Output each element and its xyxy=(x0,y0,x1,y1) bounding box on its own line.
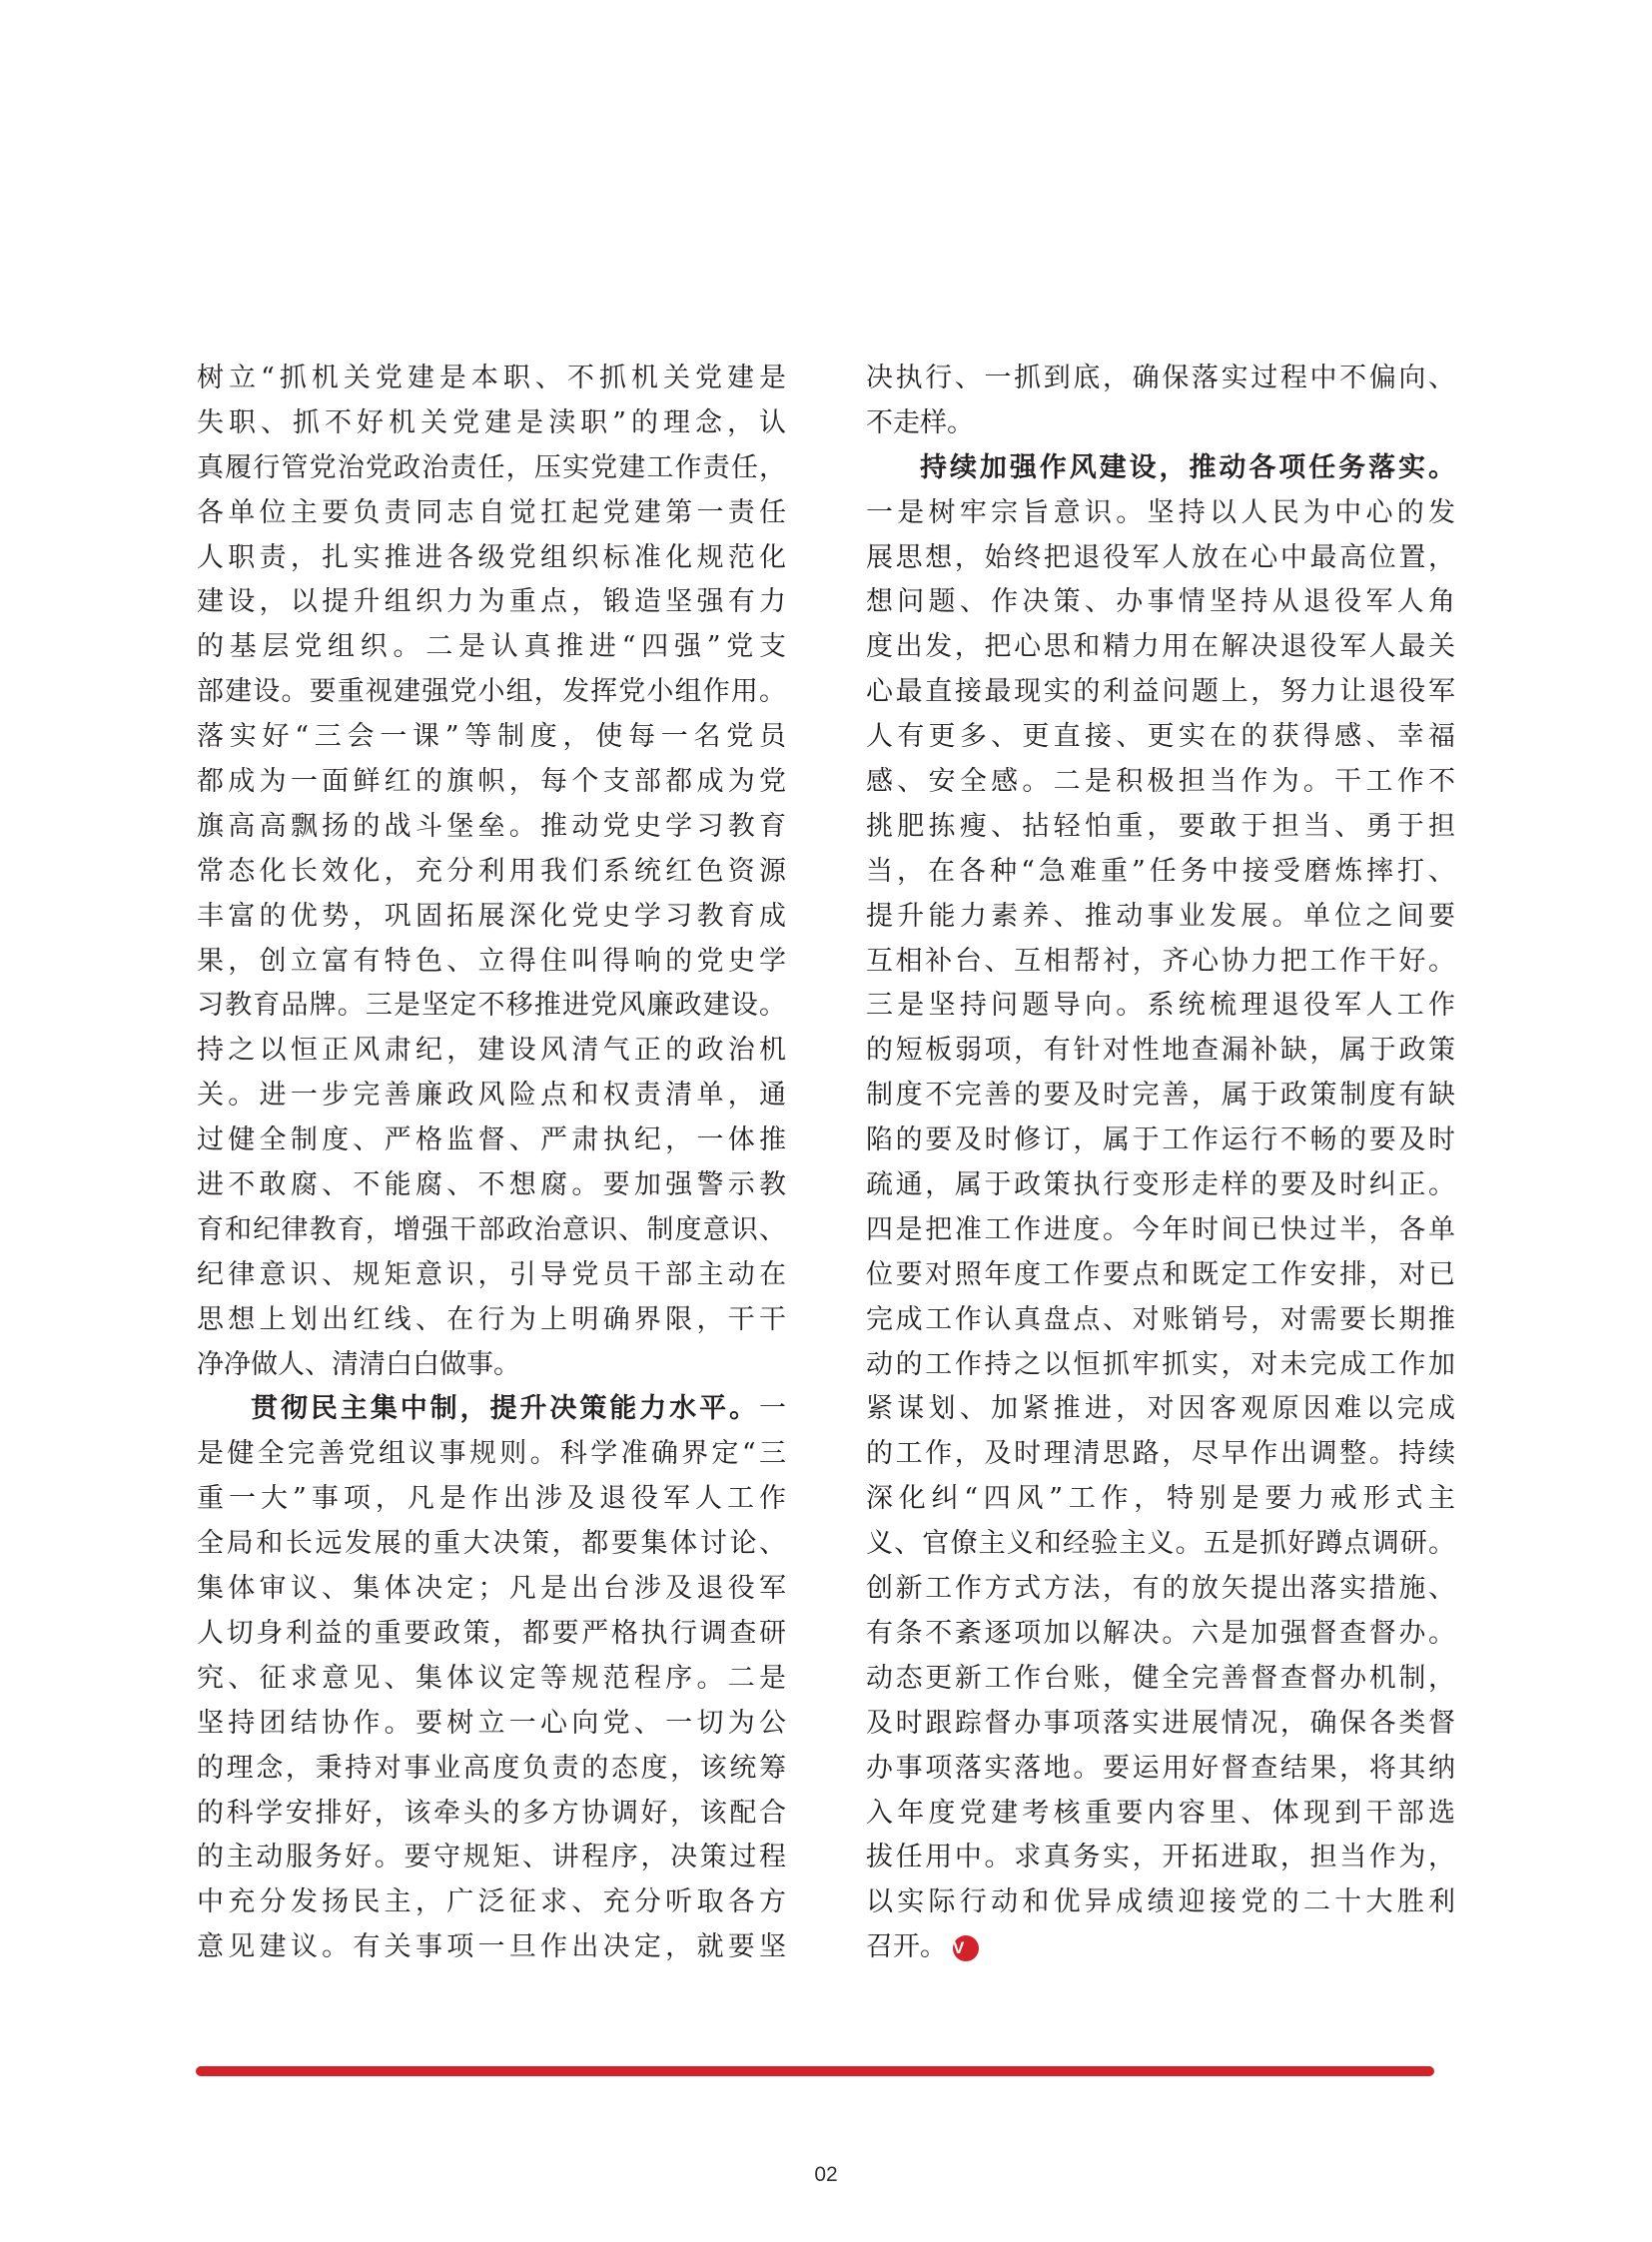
right-column xyxy=(866,357,1455,1970)
paragraph-line: 想问题、作决策、办事情坚持从退役军人角 xyxy=(866,586,1455,618)
section-heading-line xyxy=(197,1387,786,1432)
paragraph-line: 全局和长远发展的重大决策，都要集体讨论、 xyxy=(197,1528,786,1560)
paragraph-line: 人有更多、更直接、更实在的获得感、幸福 xyxy=(866,721,1455,753)
paragraph-line: 关。进一步完善廉政风险点和权责清单，通 xyxy=(197,1080,786,1112)
paragraph-line: 度出发，把心思和精力用在解决退役军人最关 xyxy=(866,631,1455,663)
paragraph-line: 习教育品牌。三是坚定不移推进党风廉政建设。 xyxy=(197,990,786,1022)
paragraph-line: 各单位主要负责同志自觉扛起党建第一责任 xyxy=(197,496,786,528)
paragraph-line: 四是把准工作进度。今年时间已快过半，各单 xyxy=(866,1213,1455,1245)
paragraph-line: 思想上划出红线、在行为上明确界限，干干 xyxy=(197,1303,786,1335)
paragraph-line: 陷的要及时修订，属于工作运行不畅的要及时 xyxy=(866,1124,1455,1156)
paragraph-line: 不走样。 xyxy=(866,406,974,438)
paragraph-line: 进不敢腐、不能腐、不想腐。要加强警示教 xyxy=(197,1169,786,1201)
paragraph-line: 一是树牢宗旨意识。坚持以人民为中心的发 xyxy=(866,496,1455,528)
paragraph-line: 持之以恒正风肃纪，建设风清气正的政治机 xyxy=(197,1035,786,1067)
paragraph-line: 的理念，秉持对事业高度负责的态度，该统筹 xyxy=(197,1752,786,1784)
paragraph-line: 动的工作持之以恒抓牢抓实，对未完成工作加 xyxy=(866,1348,1455,1380)
section-heading: 持续加强作风建设，推动各项任务落实。 xyxy=(920,451,1455,483)
paragraph-line: 旗高高飘扬的战斗堡垒。推动党史学习教育 xyxy=(197,810,786,842)
paragraph-line: 人职责，扎实推进各级党组织标准化规范化 xyxy=(197,541,786,573)
paragraph-line: 互相补台、互相帮衬，齐心协力把工作干好。 xyxy=(866,945,1455,977)
paragraph-line: 疏通，属于政策执行变形走样的要及时纠正。 xyxy=(866,1169,1455,1201)
paragraph-line: 深化纠“四风”工作，特别是要力戒形式主 xyxy=(866,1483,1455,1515)
paragraph-line: 坚持团结协作。要树立一心向党、一切为公 xyxy=(197,1707,786,1739)
paragraph-line: 有条不紊逐项加以解决。六是加强督查督办。 xyxy=(866,1617,1455,1649)
paragraph-line: 决执行、一抓到底，确保落实过程中不偏向、 xyxy=(866,363,1455,393)
paragraph-line: 建设，以提升组织力为重点，锻造坚强有力 xyxy=(197,586,786,618)
paragraph-line: 的主动服务好。要守规矩、讲程序，决策过程 xyxy=(197,1842,786,1873)
paragraph-line: 及时跟踪督办事项落实进展情况，确保各类督 xyxy=(866,1707,1455,1739)
paragraph-line: 净净做人、清清白白做事。 xyxy=(197,1348,520,1380)
footer-divider-bar xyxy=(196,2066,1434,2076)
page-number: 02 xyxy=(814,2163,838,2186)
paragraph-line: 人切身利益的重要政策，都要严格执行调查研 xyxy=(197,1617,786,1649)
paragraph-line: 三是坚持问题导向。系统梳理退役军人工作 xyxy=(866,990,1455,1022)
paragraph-line: 都成为一面鲜红的旗帜，每个支部都成为党 xyxy=(197,766,786,798)
paragraph-line: 办事项落实落地。要运用好督查结果，将其纳 xyxy=(866,1752,1455,1784)
paragraph-line: 紧谋划、加紧推进，对因客观原因难以完成 xyxy=(866,1393,1455,1425)
paragraph-line: 展思想，始终把退役军人放在心中最高位置， xyxy=(866,541,1455,573)
end-mark-logo-icon: V xyxy=(953,1935,979,1961)
paragraph-line: 部建设。要重视建强党小组，发挥党小组作用。 xyxy=(197,676,786,708)
paragraph-line: 完成工作认真盘点、对账销号，对需要长期推 xyxy=(866,1303,1455,1335)
paragraph-line: 入年度党建考核重要内容里、体现到干部选 xyxy=(866,1797,1455,1829)
paragraph-line: 常态化长效化，充分利用我们系统红色资源 xyxy=(197,855,786,887)
paragraph-line: 集体审议、集体决定；凡是出台涉及退役军 xyxy=(197,1573,786,1605)
paragraph-line: 过健全制度、严格监督、严肃执纪，一体推 xyxy=(197,1124,786,1156)
paragraph-line: 的短板弱项，有针对性地查漏补缺，属于政策 xyxy=(866,1035,1455,1067)
paragraph-line: 提升能力素养、推动事业发展。单位之间要 xyxy=(866,900,1455,932)
paragraph-line: 纪律意识、规矩意识，引导党员干部主动在 xyxy=(197,1258,786,1290)
paragraph-line: 树立“抓机关党建是本职、不抓机关党建是 xyxy=(197,363,786,393)
paragraph-line: 丰富的优势，巩固拓展深化党史学习教育成 xyxy=(197,900,786,932)
section-heading: 贯彻民主集中制，提升决策能力水平。 xyxy=(251,1393,759,1425)
paragraph-line: 的科学安排好，该牵头的多方协调好，该配合 xyxy=(197,1797,786,1829)
paragraph-line: 心最直接最现实的利益问题上，努力让退役军 xyxy=(866,676,1455,708)
paragraph-line: 感、安全感。二是积极担当作为。干工作不 xyxy=(866,766,1455,798)
section-heading-line xyxy=(866,446,1455,491)
paragraph-line: 果，创立富有特色、立得住叫得响的党史学 xyxy=(197,945,786,977)
paragraph-text-run: 一 xyxy=(759,1393,786,1425)
paragraph-line: 位要对照年度工作要点和既定工作安排，对已 xyxy=(866,1258,1455,1290)
left-column xyxy=(197,357,786,1970)
paragraph-line: 的基层党组织。二是认真推进“四强”党支 xyxy=(197,631,786,663)
paragraph-line: 失职、抓不好机关党建是渎职”的理念，认 xyxy=(197,406,786,438)
paragraph-line: 育和纪律教育，增强干部政治意识、制度意识、 xyxy=(197,1213,786,1245)
paragraph-line: 是健全完善党组议事规则。科学准确界定“三 xyxy=(197,1438,786,1470)
paragraph-line: 落实好“三会一课”等制度，使每一名党员 xyxy=(197,721,786,753)
paragraph-text-run: 召开。 xyxy=(866,1931,947,1963)
paragraph-line: 创新工作方式方法，有的放矢提出落实措施、 xyxy=(866,1573,1455,1605)
paragraph-line: 真履行管党治党政治责任，压实党建工作责任， xyxy=(197,451,786,483)
paragraph-line: 意见建议。有关事项一旦作出决定，就要坚 xyxy=(197,1931,786,1963)
paragraph-line: 重一大”事项，凡是作出涉及退役军人工作 xyxy=(197,1483,786,1515)
paragraph-line: 挑肥拣瘦、拈轻怕重，要敢于担当、勇于担 xyxy=(866,810,1455,842)
paragraph-line: 拔任用中。求真务实，开拓进取，担当作为， xyxy=(866,1842,1455,1873)
paragraph-line: 制度不完善的要及时完善，属于政策制度有缺 xyxy=(866,1080,1455,1112)
paragraph-line: 动态更新工作台账，健全完善督查督办机制， xyxy=(866,1662,1455,1694)
paragraph-line: 究、征求意见、集体议定等规范程序。二是 xyxy=(197,1662,786,1694)
paragraph-line: 以实际行动和优异成绩迎接党的二十大胜利 xyxy=(866,1886,1455,1918)
paragraph-line: 中充分发扬民主，广泛征求、充分听取各方 xyxy=(197,1886,786,1918)
paragraph-line-final xyxy=(866,1925,1455,1970)
paragraph-line: 的工作，及时理清思路，尽早作出调整。持续 xyxy=(866,1438,1455,1470)
paragraph-line: 当，在各种“急难重”任务中接受磨炼摔打、 xyxy=(866,855,1455,887)
paragraph-line: 义、官僚主义和经验主义。五是抓好蹲点调研。 xyxy=(866,1528,1455,1560)
